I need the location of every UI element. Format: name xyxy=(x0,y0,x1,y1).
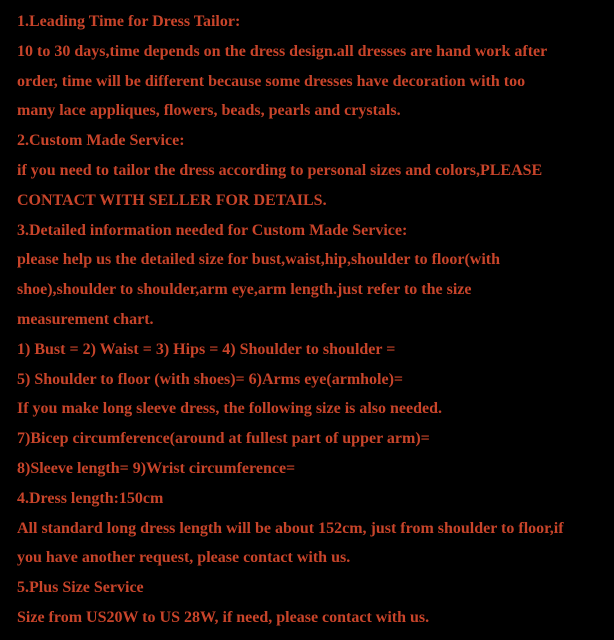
plus-size-text-line-1: Size from US20W to US 28W, if need, please contact with us. xyxy=(17,608,430,626)
heading-plus-size-service: 5.Plus Size Service xyxy=(17,579,144,597)
detailed-info-text-line-3: measurement chart. xyxy=(17,310,154,328)
leading-time-text-line-2: order, time will be different because some dresses have decoration with too xyxy=(17,72,526,90)
measurements-line-3: 7)Bicep circumference(around at fullest part of upper arm)= xyxy=(17,430,430,448)
leading-time-text-line-1: 10 to 30 days,time depends on the dress design.all dresses are hand work after xyxy=(17,42,548,60)
heading-detailed-information: 3.Detailed information needed for Custom Made Service: xyxy=(17,221,408,239)
dress-info-document xyxy=(17,7,607,633)
long-sleeve-note: If you make long sleeve dress, the following size is also needed. xyxy=(17,400,443,418)
measurements-line-1: 1) Bust = 2) Waist = 3) Hips = 4) Shoulder to shoulder = xyxy=(17,340,396,358)
dress-length-text-line-2: you have another request, please contact with us. xyxy=(17,549,351,567)
custom-made-text-line-2: CONTACT WITH SELLER FOR DETAILS. xyxy=(17,191,327,209)
measurements-line-2: 5) Shoulder to floor (with shoes)= 6)Arms eye(armhole)= xyxy=(17,370,404,388)
custom-made-text-line-1: if you need to tailor the dress according to personal sizes and colors,PLEASE xyxy=(17,161,543,179)
leading-time-text-line-3: many lace appliques, flowers, beads, pearls and crystals. xyxy=(17,102,401,120)
dress-length-text-line-1: All standard long dress length will be about 152cm, just from shoulder to floor,if xyxy=(17,519,564,537)
measurements-line-4: 8)Sleeve length= 9)Wrist circumference= xyxy=(17,459,296,477)
heading-custom-made-service: 2.Custom Made Service: xyxy=(17,132,185,150)
detailed-info-text-line-2: shoe),shoulder to shoulder,arm eye,arm length.just refer to the size xyxy=(17,281,472,299)
heading-dress-length: 4.Dress length:150cm xyxy=(17,489,164,507)
detailed-info-text-line-1: please help us the detailed size for bust,waist,hip,shoulder to floor(with xyxy=(17,251,500,269)
heading-leading-time: 1.Leading Time for Dress Tailor: xyxy=(17,13,241,30)
